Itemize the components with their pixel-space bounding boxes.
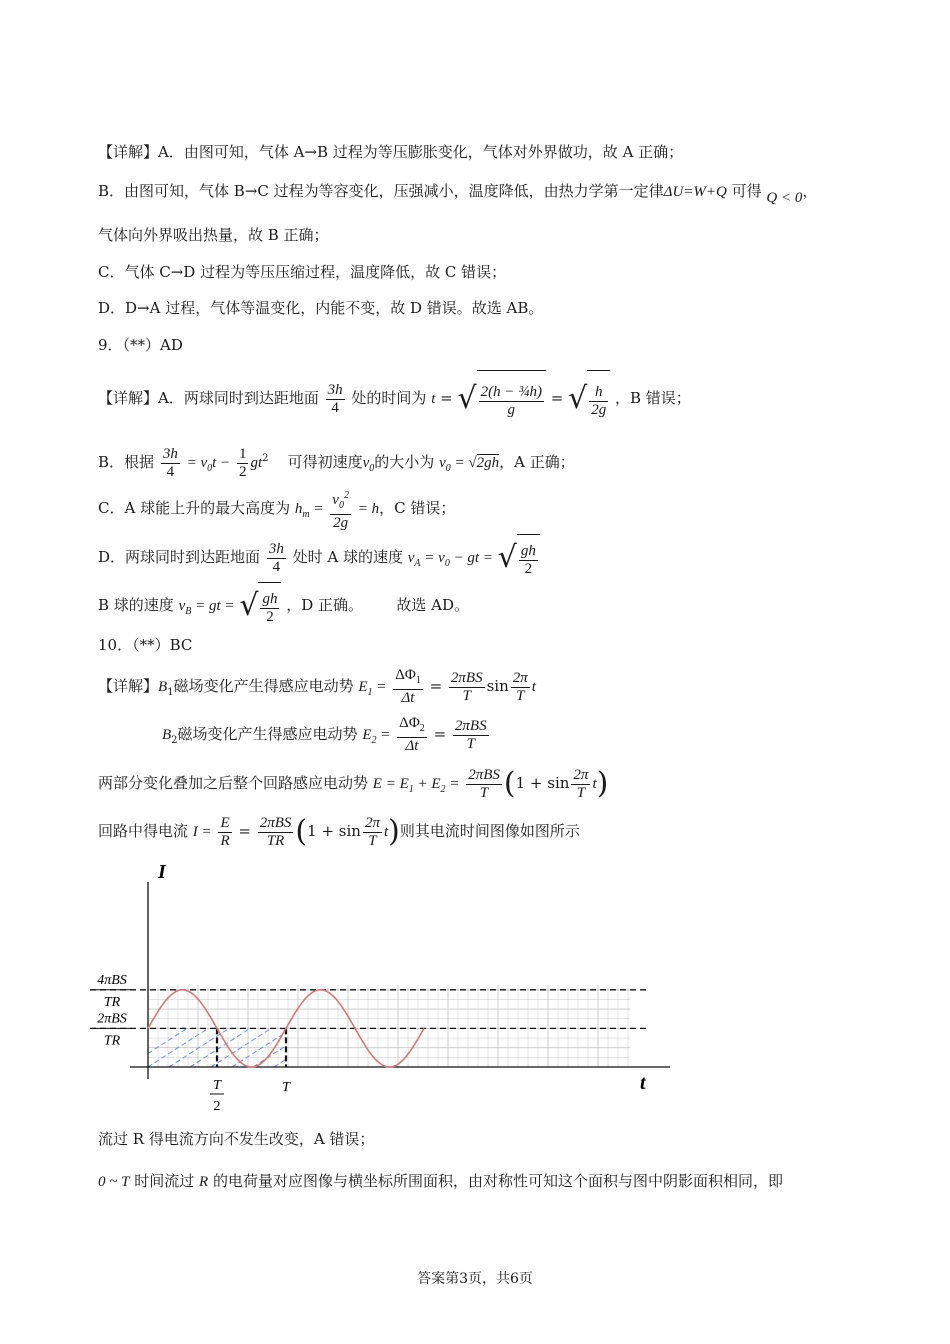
formula-0-to-t: 0 ~ T — [98, 1174, 130, 1190]
formula-2pibs-t: $\frac{\text{2πBS}}{T}$ — [454, 717, 487, 752]
line-q9-a: 【详解】A．两球同时到达距地面 $\frac{3h}{4}$ 处的时间为 t = √ $\frac{\text{2(h − ¾h)}}{g}$ = √ $\frac{h}{2g}$ ，B 错误； — [98, 370, 691, 426]
formula-e1: $E_1$ = — [358, 679, 387, 698]
formula-v0: $v_0$ — [362, 455, 375, 474]
formula-i: I = — [192, 824, 212, 840]
formula-2pi-t: $\frac{2\pi}{T}$ — [573, 766, 589, 801]
formula-q: Q < 0 — [766, 190, 803, 206]
formula-va: $v_A = v_0$ − gt = — [407, 550, 493, 569]
line-detail-a: 【详解】A．由图可知，气体 A→B 过程为等压膨胀变化，气体对外界做功，故 A 正确； — [98, 143, 684, 161]
chart-grid — [148, 985, 630, 1067]
text: 【详解】A．两球同时到达距地面 — [98, 389, 319, 407]
x-axis-label: t — [640, 1072, 646, 1094]
page-footer: 答案第3页，共6页 — [417, 1271, 533, 1287]
formula-r: R — [199, 1174, 209, 1190]
x-tick-label: T — [213, 1078, 221, 1093]
formula-sqrt-gh-2: √ $\frac{gh}{2}$ — [239, 582, 281, 630]
text: 处时 A 球的速度 — [292, 548, 403, 566]
text: 可得初速度 — [287, 453, 363, 471]
y-tick-label: TR — [103, 1033, 121, 1049]
text: ，B 错误； — [615, 389, 691, 407]
line-detail-c: C．气体 C→D 过程为等压压缩过程，温度降低，故 C 错误； — [98, 263, 507, 281]
chart-axes — [130, 882, 670, 1079]
text: 磁场变化产生得感应电动势 — [173, 677, 354, 695]
text: 时间流过 — [129, 1172, 200, 1190]
current-time-chart — [90, 860, 680, 1120]
hatch-line — [274, 1059, 286, 1067]
text: 的大小为 — [374, 453, 435, 471]
text: ， — [802, 182, 818, 200]
formula-dphi1-dt: $\frac{\Delta\Phi_1}{\Delta t}$ — [395, 667, 421, 706]
formula-3h-over-4: $\frac{3h}{4}$ — [327, 381, 343, 416]
formula-sqrt-h-2g: √ $\frac{h}{2g}$ — [568, 370, 610, 428]
formula-dphi2-dt: $\frac{\Delta\Phi_2}{\Delta t}$ — [399, 715, 425, 754]
formula-sqrt-gh-2: √ $\frac{gh}{2}$ — [498, 534, 540, 582]
formula-eq-h: = h — [357, 501, 380, 517]
formula-v0-value: $v_0 = √2gh$ — [439, 455, 500, 474]
dashed-guides — [90, 990, 650, 1067]
formula-kinematic: = $v_0t$ − — [186, 455, 231, 474]
line-q10-i: 回路中得电流 I = $\frac{E}{R}$ = $\frac{\text{2πBS}}{TR}$ (1 + sin $\frac{2\pi}{T}$ t)则其电流时间图像如图所示 — [98, 814, 580, 849]
x-tick-label: T — [282, 1080, 290, 1095]
formula-2pibs-t: $\frac{\text{2πBS}}{T}$ — [468, 766, 500, 801]
line-q10-b1: 【详解】$B_1$磁场变化产生得感应电动势 $E_1$ = $\frac{\Delta\Phi_1}{\Delta t}$ = $\frac{\text{2πBS}}{T}$ sin $\frac{2\pi}{T}$ t — [98, 667, 536, 706]
text: B 球的速度 — [98, 596, 174, 614]
formula-e-sum: $E = E_1 + E_2$ = — [372, 776, 460, 795]
line-detail-d: D．D→A 过程，气体等温变化，内能不变，故 D 错误。故选 AB。 — [98, 299, 544, 317]
text: 【详解】 — [98, 677, 159, 695]
line-q9-d — [98, 534, 540, 580]
question-10-header: 10．（**）BC — [98, 636, 193, 654]
line-q10-charge — [98, 1170, 783, 1193]
text: B．由图可知，气体 B→C 过程为等容变化，压强减小，温度降低，由热力学第一定律 — [98, 182, 664, 200]
y-tick-label: 4πBS — [97, 972, 127, 988]
line-q9-b: B．根据 $\frac{3h}{4}$ = $v_0t$ − $\frac{1}{2}$ $gt^2$ 可得初速度$v_0$的大小为 $v_0 = √2gh$，A 正确； — [98, 445, 575, 480]
axis-labels — [92, 861, 647, 1114]
text: D．两球同时到达距地面 — [98, 548, 261, 566]
formula-3h-over-4: $\frac{3h}{4}$ — [268, 540, 284, 575]
line-detail-b — [98, 180, 818, 206]
text: ，C 错误； — [379, 499, 456, 517]
y-axis-label: I — [158, 861, 166, 883]
formula-b1: B — [158, 679, 168, 695]
text: C．A 球能上升的最大高度为 — [98, 499, 291, 517]
formula-hm: $h_m$ = — [294, 501, 324, 520]
text: 处的时间为 — [351, 389, 427, 407]
formula-3h-over-4: $\frac{3h}{4}$ — [162, 445, 178, 480]
line-q10-e: 两部分变化叠加之后整个回路感应电动势 $E = E_1 + E_2$ = $\frac{\text{2πBS}}{T}$ (1 + sin $\frac{2\pi}{T}$ t) — [98, 766, 609, 801]
text: 故选 AD。 — [396, 596, 470, 614]
y-tick-label: TR — [103, 994, 121, 1010]
text: 两部分变化叠加之后整个回路感应电动势 — [98, 774, 369, 792]
formula-2pibs-t: $\frac{\text{2πBS}}{T}$ — [450, 669, 483, 704]
text: 磁场变化产生得感应电动势 — [177, 725, 358, 743]
y-tick-label: 2πBS — [97, 1011, 127, 1027]
formula-b2: B — [162, 727, 172, 743]
line-q10-b2: $B_2$磁场变化产生得感应电动势 $E_2$ = $\frac{\Delta\Phi_2}{\Delta t}$ = $\frac{\text{2πBS}}{T}$ — [162, 715, 487, 754]
text: ，A 正确； — [499, 453, 575, 471]
formula-vb: $v_B$ = gt = — [178, 598, 235, 617]
formula-2pi-t: $\frac{2\pi}{T}$ — [512, 669, 528, 704]
formula-sqrt-time: √ $\frac{\text{2(h − ¾h)}}{g}$ — [457, 370, 546, 428]
line-q9-d2 — [98, 582, 469, 628]
formula-e-over-r: $\frac{E}{R}$ — [220, 814, 230, 849]
text: 可得 — [726, 182, 767, 200]
text: 回路中得电流 — [98, 822, 189, 840]
text: ，D 正确。 — [286, 596, 364, 614]
formula-v0sq-over-2g: $\frac{v_0^2}{2g}$ — [330, 487, 351, 532]
line-detail-b2: 气体向外界吸出热量，故 B 正确； — [98, 226, 329, 244]
line-q10-a: 流过 R 得电流方向不发生改变，A 错误； — [98, 1130, 375, 1148]
question-9-header: 9．（**）AD — [98, 336, 183, 354]
text: 则其电流时间图像如图所示 — [399, 822, 580, 840]
formula-2pibs-tr: $\frac{\text{2πBS}}{TR}$ — [259, 814, 292, 849]
formula-half: $\frac{1}{2}$ — [238, 445, 247, 480]
formula-2pi-t: $\frac{2\pi}{T}$ — [364, 814, 380, 849]
line-q9-c — [98, 486, 455, 530]
text: B．根据 — [98, 453, 155, 471]
formula-e2: $E_2$ = — [362, 727, 391, 746]
text: 的电荷量对应图像与横坐标所围面积，由对称性可知这个面积与图中阴影面积相同，即 — [208, 1172, 783, 1190]
x-tick-label: 2 — [213, 1099, 221, 1114]
formula-t: t — [431, 391, 436, 407]
hatch-line — [148, 1028, 187, 1053]
formula-first-law: ΔU=W+Q — [663, 184, 727, 200]
